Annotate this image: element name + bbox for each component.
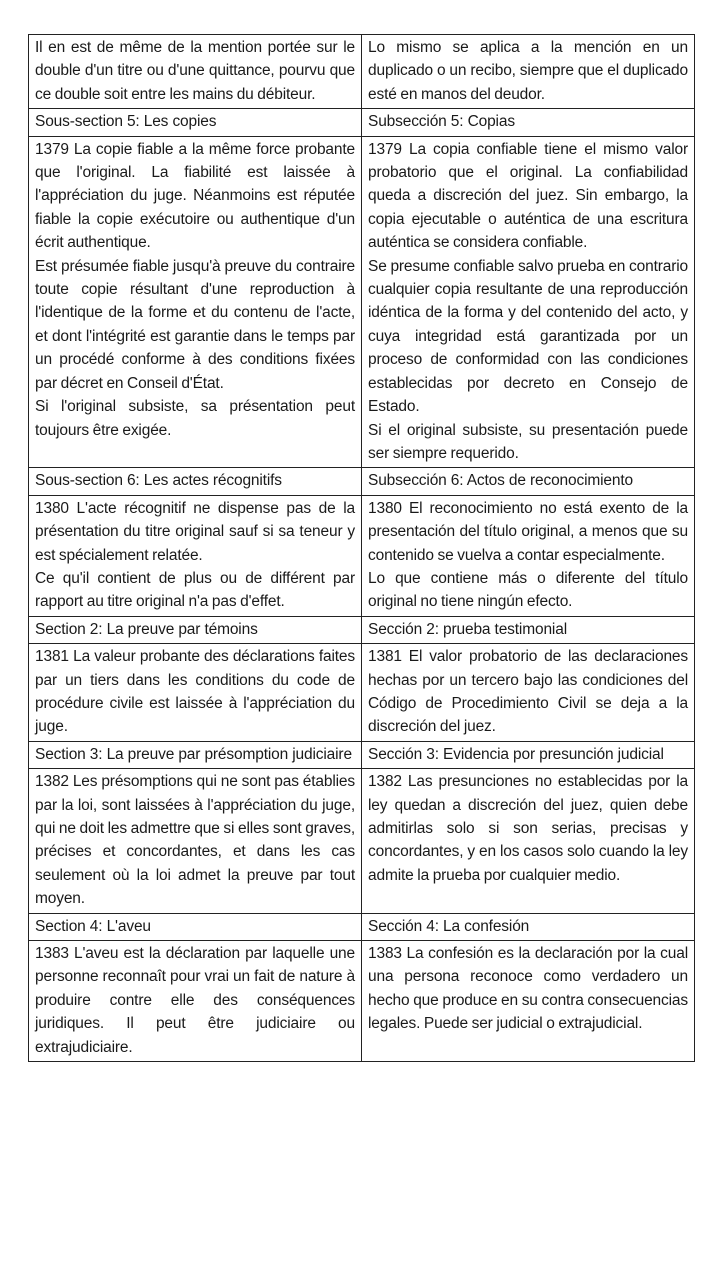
french-heading-text: Section 2: La preuve par témoins [35, 620, 258, 638]
french-heading [29, 109, 362, 136]
spanish-paragraph: 1381 El valor probatorio de las declaraciones hechas por un tercero bajo las condiciones del Código de Procedimiento Civil se deja a la discreción del juez. [368, 648, 688, 736]
spanish-heading-text: Sección 2: prueba testimonial [368, 620, 567, 638]
french-paragraph: Si l'original subsiste, sa présentation peut toujours être exigée. [35, 398, 355, 439]
spanish-paragraph: Lo que contiene más o diferente del título original no tiene ningún efecto. [368, 569, 688, 611]
section-heading-row [29, 468, 695, 495]
table-row [29, 941, 695, 1062]
spanish-paragraph: Lo mismo se aplica a la mención en un duplicado o un recibo, siempre que el duplicado esté en manos del deudor. [368, 39, 688, 103]
french-heading [29, 741, 362, 768]
french-heading-text: Sous-section 6: Les actes récognitifs [35, 472, 282, 490]
french-paragraph: 1383 L'aveu est la déclaration par laquelle une personne reconnaît pour vrai un fait de nature à produire contre elle des conséquences juridiques. Il peut être judiciaire ou extrajudiciaire. [35, 945, 355, 1056]
french-cell [29, 35, 362, 109]
spanish-paragraph: Si el original subsiste, su presentación puede ser siempre requerido. [368, 421, 688, 462]
spanish-paragraph: 1383 La confesión es la declaración por la cual una persona reconoce como verdadero un hecho que produce en su contra consecuencias legales. Puede ser judicial o extrajudicial. [368, 945, 688, 1033]
french-paragraph: 1381 La valeur probante des déclarations faites par un tiers dans les conditions du code de procédure civile est laissée à l'appréciation du juge. [35, 648, 355, 736]
table-row [29, 644, 695, 742]
french-heading-text: Section 4: L'aveu [35, 917, 151, 935]
french-heading-text: Section 3: La preuve par présomption judiciaire [35, 745, 352, 763]
french-paragraph: Est présumée fiable jusqu'à preuve du contraire toute copie résultant d'une reproduction à l'identique de la forme et du contenu de l'acte, et dont l'intégrité est garantie dans le temps par un procédé conforme à des conditions fixées par décret en Conseil d'État. [35, 257, 355, 392]
spanish-cell [362, 495, 695, 616]
spanish-cell [362, 136, 695, 468]
french-cell [29, 495, 362, 616]
spanish-heading-text: Sección 4: La confesión [368, 917, 530, 935]
french-heading [29, 913, 362, 940]
table-row [29, 495, 695, 616]
section-heading-row [29, 741, 695, 768]
spanish-paragraph: Se presume confiable salvo prueba en contrario cualquier copia resultante de una reproducción idéntica de la forma y del contenido del acto, y cuya integridad está garantizada por un proceso de conformidad con las condiciones establecidas por decreto en Consejo de Estado. [368, 257, 688, 416]
spanish-heading-text: Subsección 6: Actos de reconocimiento [368, 472, 633, 490]
table-body [29, 35, 695, 1062]
french-heading [29, 616, 362, 643]
table-row [29, 136, 695, 468]
section-heading-row [29, 913, 695, 940]
french-paragraph: 1379 La copie fiable a la même force probante que l'original. La fiabilité est laissée à l'appréciation du juge. Néanmoins est réputée fiable la copie exécutoire ou authentique d'un écrit authentique. [35, 140, 355, 252]
section-heading-row [29, 616, 695, 643]
spanish-paragraph: 1379 La copia confiable tiene el mismo valor probatorio que el original. La confiabilidad queda a discreción del juez. Sin embargo, la copia ejecutable o auténtica de una escritura auténtica se considera confiable. [368, 140, 688, 252]
spanish-cell [362, 644, 695, 742]
spanish-heading [362, 913, 695, 940]
section-heading-row [29, 109, 695, 136]
spanish-cell [362, 941, 695, 1062]
french-paragraph: 1382 Les présomptions qui ne sont pas établies par la loi, sont laissées à l'appréciation du juge, qui ne doit les admettre que si elles sont graves, précises et concordantes, et dans les cas seulement où la loi admet la preuve par tout moyen. [35, 773, 355, 908]
document-page [28, 34, 688, 1062]
spanish-heading [362, 616, 695, 643]
french-paragraph: 1380 L'acte récognitif ne dispense pas de la présentation du titre original sauf si sa teneur y est spécialement relatée. [35, 499, 355, 564]
french-cell [29, 769, 362, 913]
spanish-heading [362, 109, 695, 136]
spanish-heading [362, 468, 695, 495]
french-cell [29, 941, 362, 1062]
spanish-heading [362, 741, 695, 768]
french-heading [29, 468, 362, 495]
table-row [29, 769, 695, 913]
french-paragraph: Ce qu'il contient de plus ou de différent par rapport au titre original n'a pas d'effet. [35, 569, 355, 611]
spanish-heading-text: Subsección 5: Copias [368, 113, 515, 131]
spanish-paragraph: 1382 Las presunciones no establecidas por la ley quedan a discreción del juez, quien debe admitirlas solo si son serias, precisas y concordantes, y en los casos solo cuando la ley admite la prueba por cualquier medio. [368, 773, 688, 884]
french-cell [29, 136, 362, 468]
table-row [29, 35, 695, 109]
spanish-cell [362, 35, 695, 109]
bilingual-table [28, 34, 695, 1062]
spanish-paragraph: 1380 El reconocimiento no está exento de la presentación del título original, a menos que su contenido se vuelva a contar especialmente. [368, 499, 688, 564]
spanish-cell [362, 769, 695, 913]
french-paragraph: Il en est de même de la mention portée sur le double d'un titre ou d'une quittance, pourvu que ce double soit entre les mains du débiteur. [35, 39, 355, 103]
french-cell [29, 644, 362, 742]
french-heading-text: Sous-section 5: Les copies [35, 113, 217, 131]
spanish-heading-text: Sección 3: Evidencia por presunción judicial [368, 745, 664, 763]
